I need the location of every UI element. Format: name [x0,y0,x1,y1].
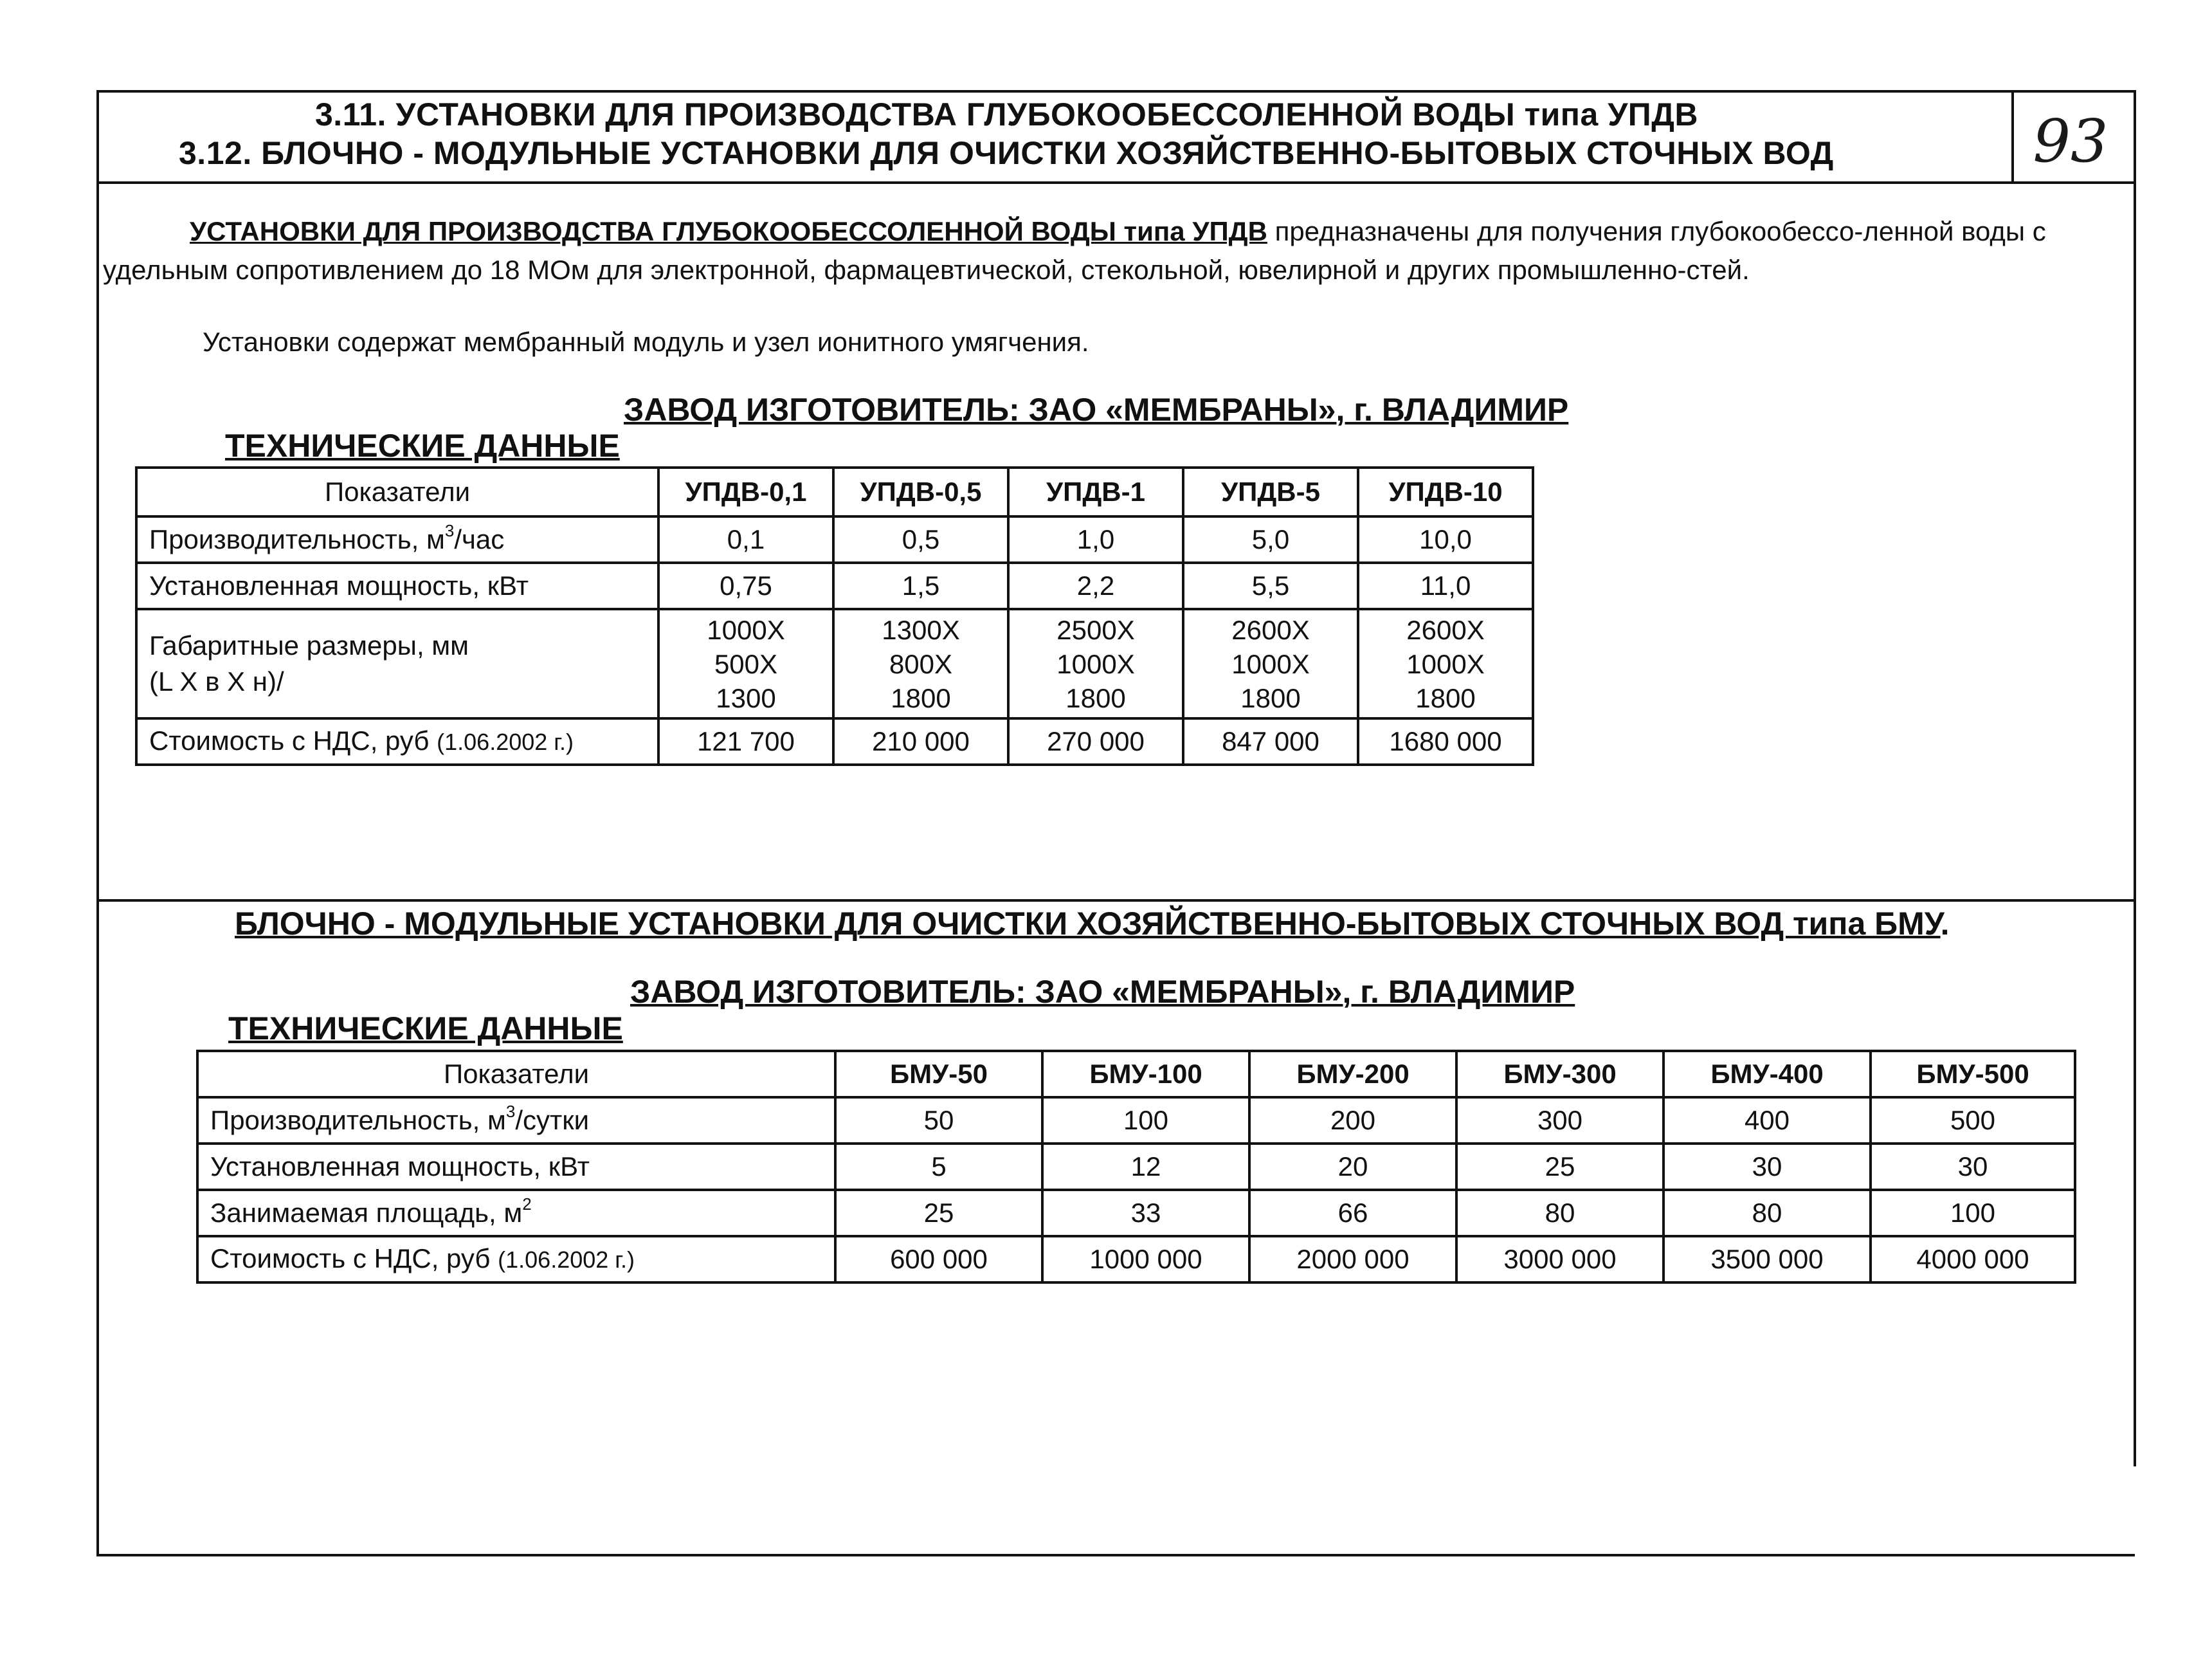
table-cell: 121 700 [658,718,833,765]
table-cell: 500 [1871,1097,2075,1144]
row-label: Установленная мощность, кВт [197,1144,835,1190]
header-line-1-number: 3.11. [315,96,386,132]
header-line-2-text: БЛОЧНО - МОДУЛЬНЫЕ УСТАНОВКИ ДЛЯ ОЧИСТКИ ХОЗЯЙСТВЕННО-БЫТОВЫХ СТОЧНЫХ ВОД [261,135,1834,171]
table-cell: 5,0 [1183,516,1358,563]
table-header-row [136,468,1533,516]
table-row [197,1236,2075,1282]
cell-line: 2500X [1056,614,1135,645]
cell-line: 2600X [1406,614,1485,645]
table-cell: 80 [1664,1190,1871,1236]
table-cell: 600 000 [835,1236,1042,1282]
table-cell: 80 [1456,1190,1664,1236]
table-cell: 4000 000 [1871,1236,2075,1282]
table-cell: 12 [1042,1144,1249,1190]
table-cell: 1000 000 [1042,1236,1249,1282]
table-cell: 0,1 [658,516,833,563]
header-cell-label: Показатели [197,1051,835,1097]
frame-bottom [96,1554,2135,1556]
cell-line: 1300 [716,682,776,713]
table-row [136,563,1533,609]
header-cell-bmu-500: БМУ-500 [1871,1051,2075,1097]
row-label-sup: 3 [444,521,455,540]
section-divider [96,899,2135,902]
cell-line: 1800 [1415,682,1476,713]
row-label: Установленная мощность, кВт [136,563,658,609]
header-line-2-number: 3.12. [179,135,252,171]
header-cell-bmu-400: БМУ-400 [1664,1051,1871,1097]
cell-line: 2600X [1231,614,1310,645]
section1-description [103,212,2096,289]
table-row [197,1097,2075,1144]
section2-title-text: БЛОЧНО - МОДУЛЬНЫЕ УСТАНОВКИ ДЛЯ ОЧИСТКИ ХОЗЯЙСТВЕННО-БЫТОВЫХ СТОЧНЫХ ВОД типа БМУ [235,906,1941,942]
table-cell: 10,0 [1358,516,1533,563]
row-label-text: Производительность, м [210,1105,506,1135]
row-label-text: Стоимость с НДС, руб [210,1243,498,1273]
table-cell: 100 [1042,1097,1249,1144]
header-line-1 [315,95,1698,134]
table-cell: 25 [835,1190,1042,1236]
table-cell: 2000 000 [1249,1236,1456,1282]
table-cell: 2,2 [1008,563,1183,609]
section1-techdata-heading: ТЕХНИЧЕСКИЕ ДАННЫЕ [225,428,620,464]
table-cell: 300 [1456,1097,1664,1144]
table-header-row [197,1051,2075,1097]
page-number-box-left [2011,90,2014,183]
table-cell [1183,609,1358,718]
cell-line: 1800 [891,682,951,713]
section2-title-tail: . [1940,906,1950,942]
cell-line: 1800 [1065,682,1126,713]
header-cell-bmu-300: БМУ-300 [1456,1051,1664,1097]
header-cell-updv-0-1: УПДВ-0,1 [658,468,833,516]
table-cell: 100 [1871,1190,2075,1236]
section1-description-text: предназначены для получения глубокообессо-ленной воды с удельным сопротивлением до 18 МОм для электронной, фармацевтической, стекольной, ювелирной и других промышленно-стей. [103,216,2046,285]
table-cell: 33 [1042,1190,1249,1236]
section1-description-2: Установки содержат мембранный модуль и узел ионитного умягчения. [203,327,1089,357]
table-cell: 30 [1871,1144,2075,1190]
row-label-text: Занимаемая площадь, м [210,1198,523,1228]
table-cell: 50 [835,1097,1042,1144]
row-label [136,718,658,765]
table-cell [833,609,1008,718]
table-cell: 20 [1249,1144,1456,1190]
row-label [136,516,658,563]
frame-top [96,90,2135,93]
header-line-1-text: УСТАНОВКИ ДЛЯ ПРОИЗВОДСТВА ГЛУБОКООБЕССОЛЕННОЙ ВОДЫ типа УПДВ [395,96,1698,132]
row-label [197,1190,835,1236]
section2-factory: ЗАВОД ИЗГОТОВИТЕЛЬ: ЗАО «МЕМБРАНЫ», г. ВЛАДИМИР [630,974,1575,1010]
section2-techdata-heading: ТЕХНИЧЕСКИЕ ДАННЫЕ [228,1010,623,1046]
cell-line: 1800 [1240,682,1301,713]
header-divider [96,181,2135,184]
row-label-line-1: Габаритные размеры, мм [149,630,469,661]
section2-table [196,1050,2076,1284]
row-label-sup: 2 [522,1194,532,1214]
table-cell: 1680 000 [1358,718,1533,765]
table-cell: 0,75 [658,563,833,609]
row-label-line-2: (L X в X н)/ [149,666,284,697]
section2-title [235,904,1950,944]
table-row [197,1190,2075,1236]
table-cell: 0,5 [833,516,1008,563]
header-cell-bmu-100: БМУ-100 [1042,1051,1249,1097]
table-cell [658,609,833,718]
header-cell-updv-1: УПДВ-1 [1008,468,1183,516]
row-label-text: Стоимость с НДС, руб [149,725,437,756]
row-label-date: (1.06.2002 г.) [437,729,574,755]
header-cell-updv-10: УПДВ-10 [1358,468,1533,516]
table-cell: 1,5 [833,563,1008,609]
table-cell: 11,0 [1358,563,1533,609]
table-cell: 66 [1249,1190,1456,1236]
row-label [197,1236,835,1282]
row-label [197,1097,835,1144]
table-cell: 210 000 [833,718,1008,765]
cell-line: 800X [889,648,953,679]
table-cell: 30 [1664,1144,1871,1190]
frame-right [2134,90,2136,1466]
row-label-text: Производительность, м [149,524,445,554]
table-row [136,609,1533,718]
table-cell: 200 [1249,1097,1456,1144]
row-label-date: (1.06.2002 г.) [498,1246,635,1273]
table-row [197,1144,2075,1190]
cell-line: 500X [714,648,778,679]
row-label-tail: /сутки [515,1105,590,1135]
section1-lead: УСТАНОВКИ ДЛЯ ПРОИЗВОДСТВА ГЛУБОКООБЕССОЛЕННОЙ ВОДЫ типа УПДВ [190,216,1267,246]
header-line-2 [179,134,1834,172]
cell-line: 1000X [1406,648,1485,679]
frame-left [96,90,99,1556]
section1-factory: ЗАВОД ИЗГОТОВИТЕЛЬ: ЗАО «МЕМБРАНЫ», г. ВЛАДИМИР [624,392,1569,428]
cell-line: 1000X [1056,648,1135,679]
table-row [136,516,1533,563]
table-cell: 270 000 [1008,718,1183,765]
row-label-sup: 3 [505,1102,516,1121]
header-cell-label: Показатели [136,468,658,516]
header-cell-updv-0-5: УПДВ-0,5 [833,468,1008,516]
header-cell-bmu-50: БМУ-50 [835,1051,1042,1097]
table-cell: 25 [1456,1144,1664,1190]
table-cell: 3500 000 [1664,1236,1871,1282]
table-cell [1008,609,1183,718]
header-cell-bmu-200: БМУ-200 [1249,1051,1456,1097]
table-cell: 847 000 [1183,718,1358,765]
section1-table [135,466,1534,766]
table-cell: 1,0 [1008,516,1183,563]
cell-line: 1300X [882,614,960,645]
row-label [136,609,658,718]
page-number: 93 [2033,107,2108,176]
table-cell: 5,5 [1183,563,1358,609]
table-cell: 400 [1664,1097,1871,1144]
header-cell-updv-5: УПДВ-5 [1183,468,1358,516]
table-cell [1358,609,1533,718]
cell-line: 1000X [1231,648,1310,679]
cell-line: 1000X [707,614,785,645]
table-cell: 5 [835,1144,1042,1190]
row-label-tail: /час [454,524,505,554]
table-row [136,718,1533,765]
table-cell: 3000 000 [1456,1236,1664,1282]
